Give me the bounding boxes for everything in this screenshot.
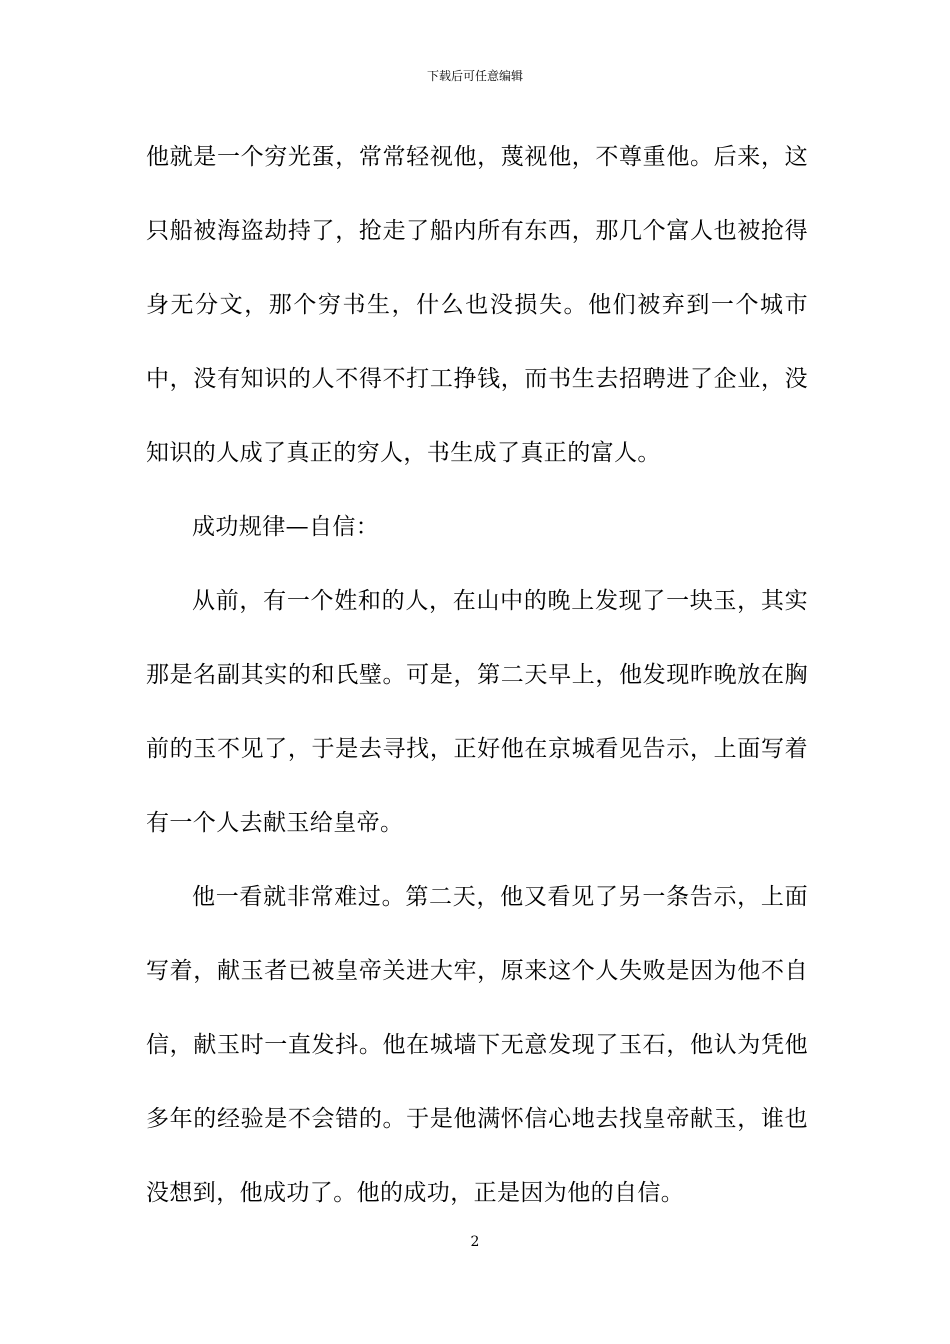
paragraph-1: 他就是一个穷光蛋，常常轻视他，蔑视他，不尊重他。后来，这只船被海盗劫持了，抢走了船内所有东西，那几个富人也被抢得身无分文，那个穷书生，什么也没损失。他们被弃到一个城市中，没有知识的人不得不打工挣钱，而书生去招聘进了企业，没知识的人成了真正的穷人，书生成了真正的富人。 (146, 144, 808, 466)
document-body (146, 120, 808, 1230)
page-header: 下载后可任意编辑 (426, 69, 523, 83)
page-number: 2 (470, 1234, 480, 1250)
section-heading: 成功规律—自信： (192, 514, 380, 540)
paragraph-3: 他一看就非常难过。第二天，他又看见了另一条告示，上面写着，献玉者已被皇帝关进大牢，原来这个人失败是因为他不自信，献玉时一直发抖。他在城墙下无意发现了玉石，他认为凭他多年的经验是不会错的。于是他满怀信心地去找皇帝献玉，谁也没想到，他成功了。他的成功，正是因为他的自信。 (146, 884, 808, 1206)
paragraph-2: 从前，有一个姓和的人，在山中的晚上发现了一块玉，其实那是名副其实的和氏璧。可是，第二天早上，他发现昨晚放在胸前的玉不见了，于是去寻找，正好他在京城看见告示，上面写着有一个人去献玉给皇帝。 (146, 588, 808, 836)
